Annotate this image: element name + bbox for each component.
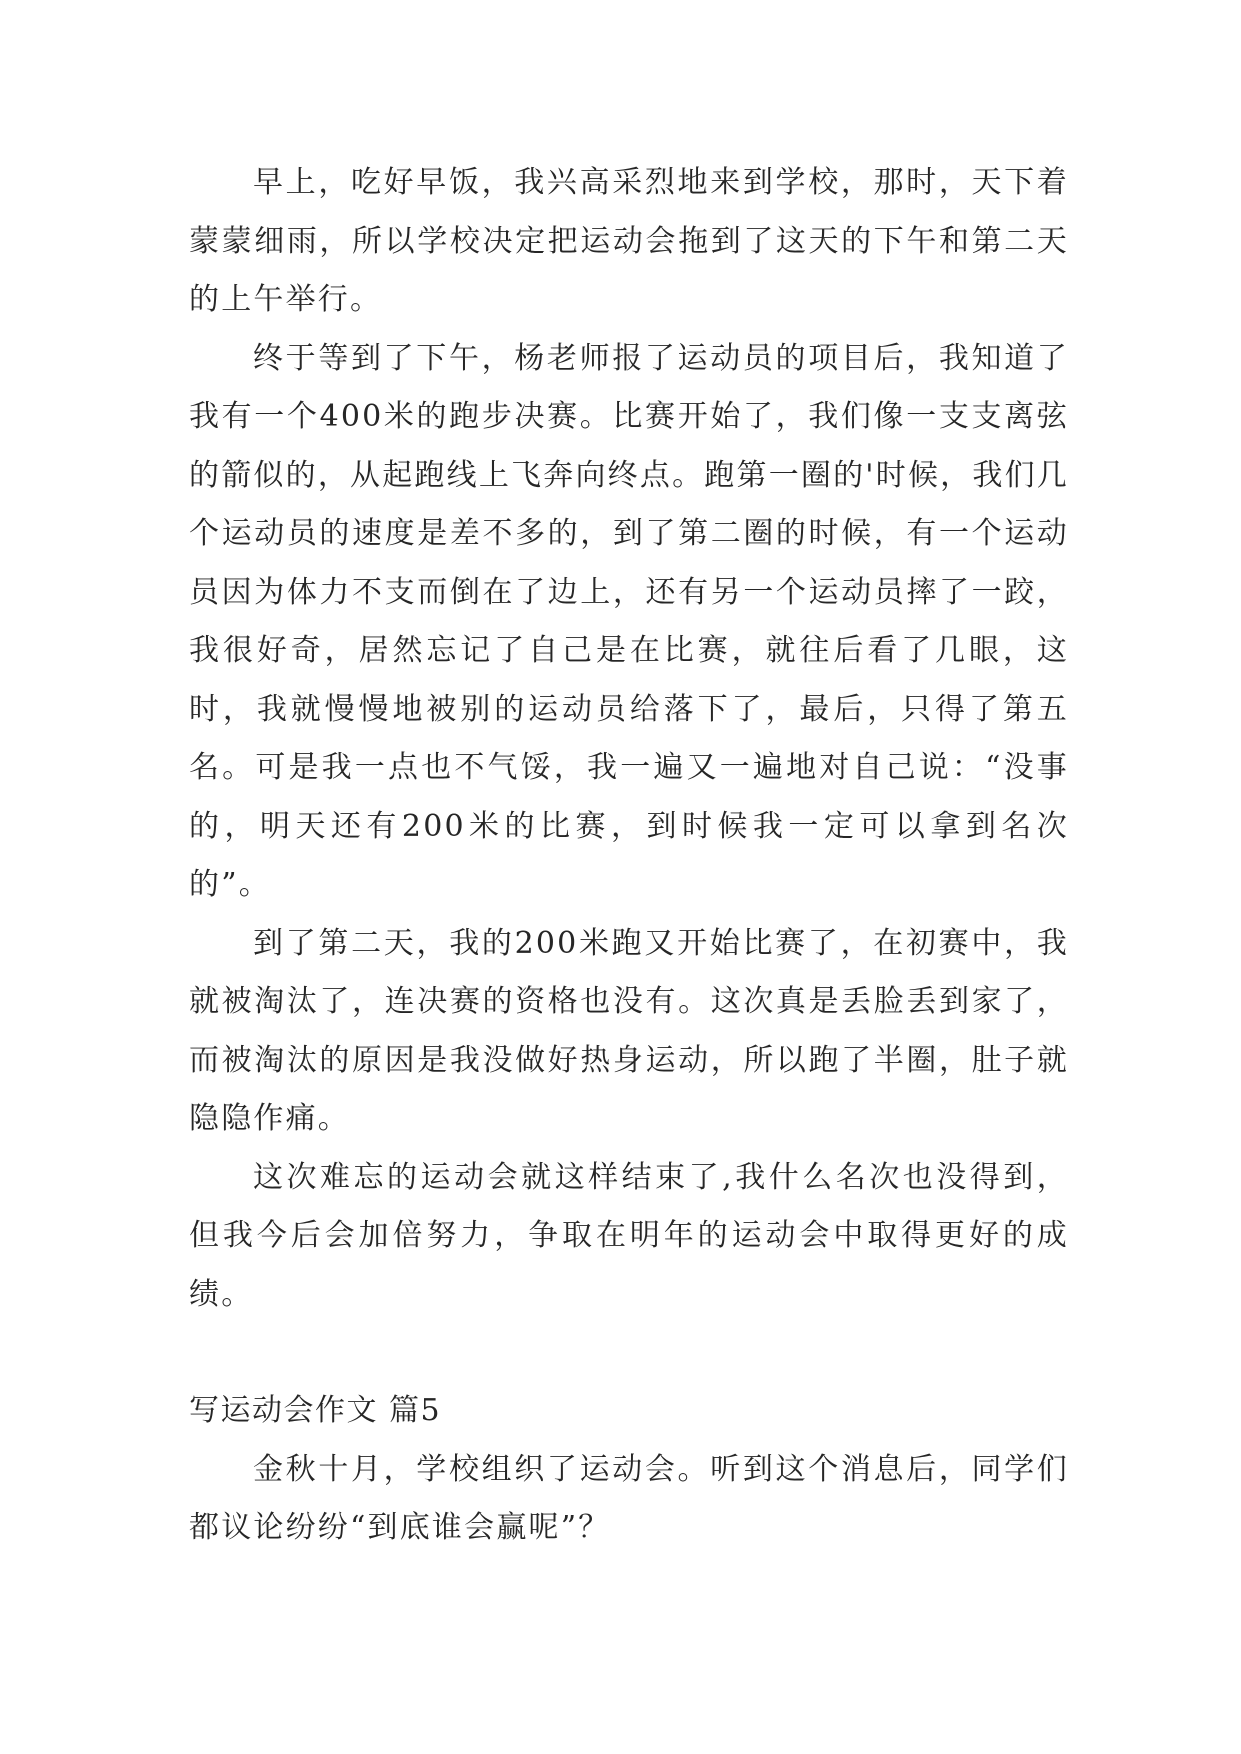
paragraph-morning: 早上，吃好早饭，我兴高采烈地来到学校，那时，天下着蒙蒙细雨，所以学校决定把运动会拖到了这天的下午和第二天的上午举行。	[189, 165, 1069, 317]
document-body	[189, 154, 1069, 1558]
paragraph-200m-race: 到了第二天，我的200米跑又开始比赛了，在初赛中，我就被淘汰了，连决赛的资格也没有。这次真是丢脸丢到家了，而被淘汰的原因是我没做好热身运动，所以跑了半圈，肚子就隐隐作痛。	[189, 925, 1069, 1136]
paragraph-conclusion: 这次难忘的运动会就这样结束了,我什么名次也没得到，但我今后会加倍努力，争取在明年的运动会中取得更好的成绩。	[189, 1159, 1069, 1312]
section-heading: 写运动会作文 篇5	[189, 1393, 442, 1428]
paragraph-400m-race: 终于等到了下午，杨老师报了运动员的项目后，我知道了我有一个400米的跑步决赛。比赛开始了，我们像一支支离弦的箭似的，从起跑线上飞奔向终点。跑第一圈的'时候，我们几个运动员的速度是差不多的，到了第二圈的时候，有一个运动员因为体力不支而倒在了边上，还有另一个运动员摔了一跤，我很好奇，居然忘记了自己是在比赛，就往后看了几眼，这时，我就慢慢地被别的运动员给落下了，最后，只得了第五名。可是我一点也不气馁，我一遍又一遍地对自己说：“没事的，明天还有200米的比赛，到时候我一定可以拿到名次的”。	[189, 340, 1069, 902]
paragraph-golden-autumn: 金秋十月，学校组织了运动会。听到这个消息后，同学们都议论纷纷“到底谁会赢呢”？	[189, 1451, 1069, 1545]
